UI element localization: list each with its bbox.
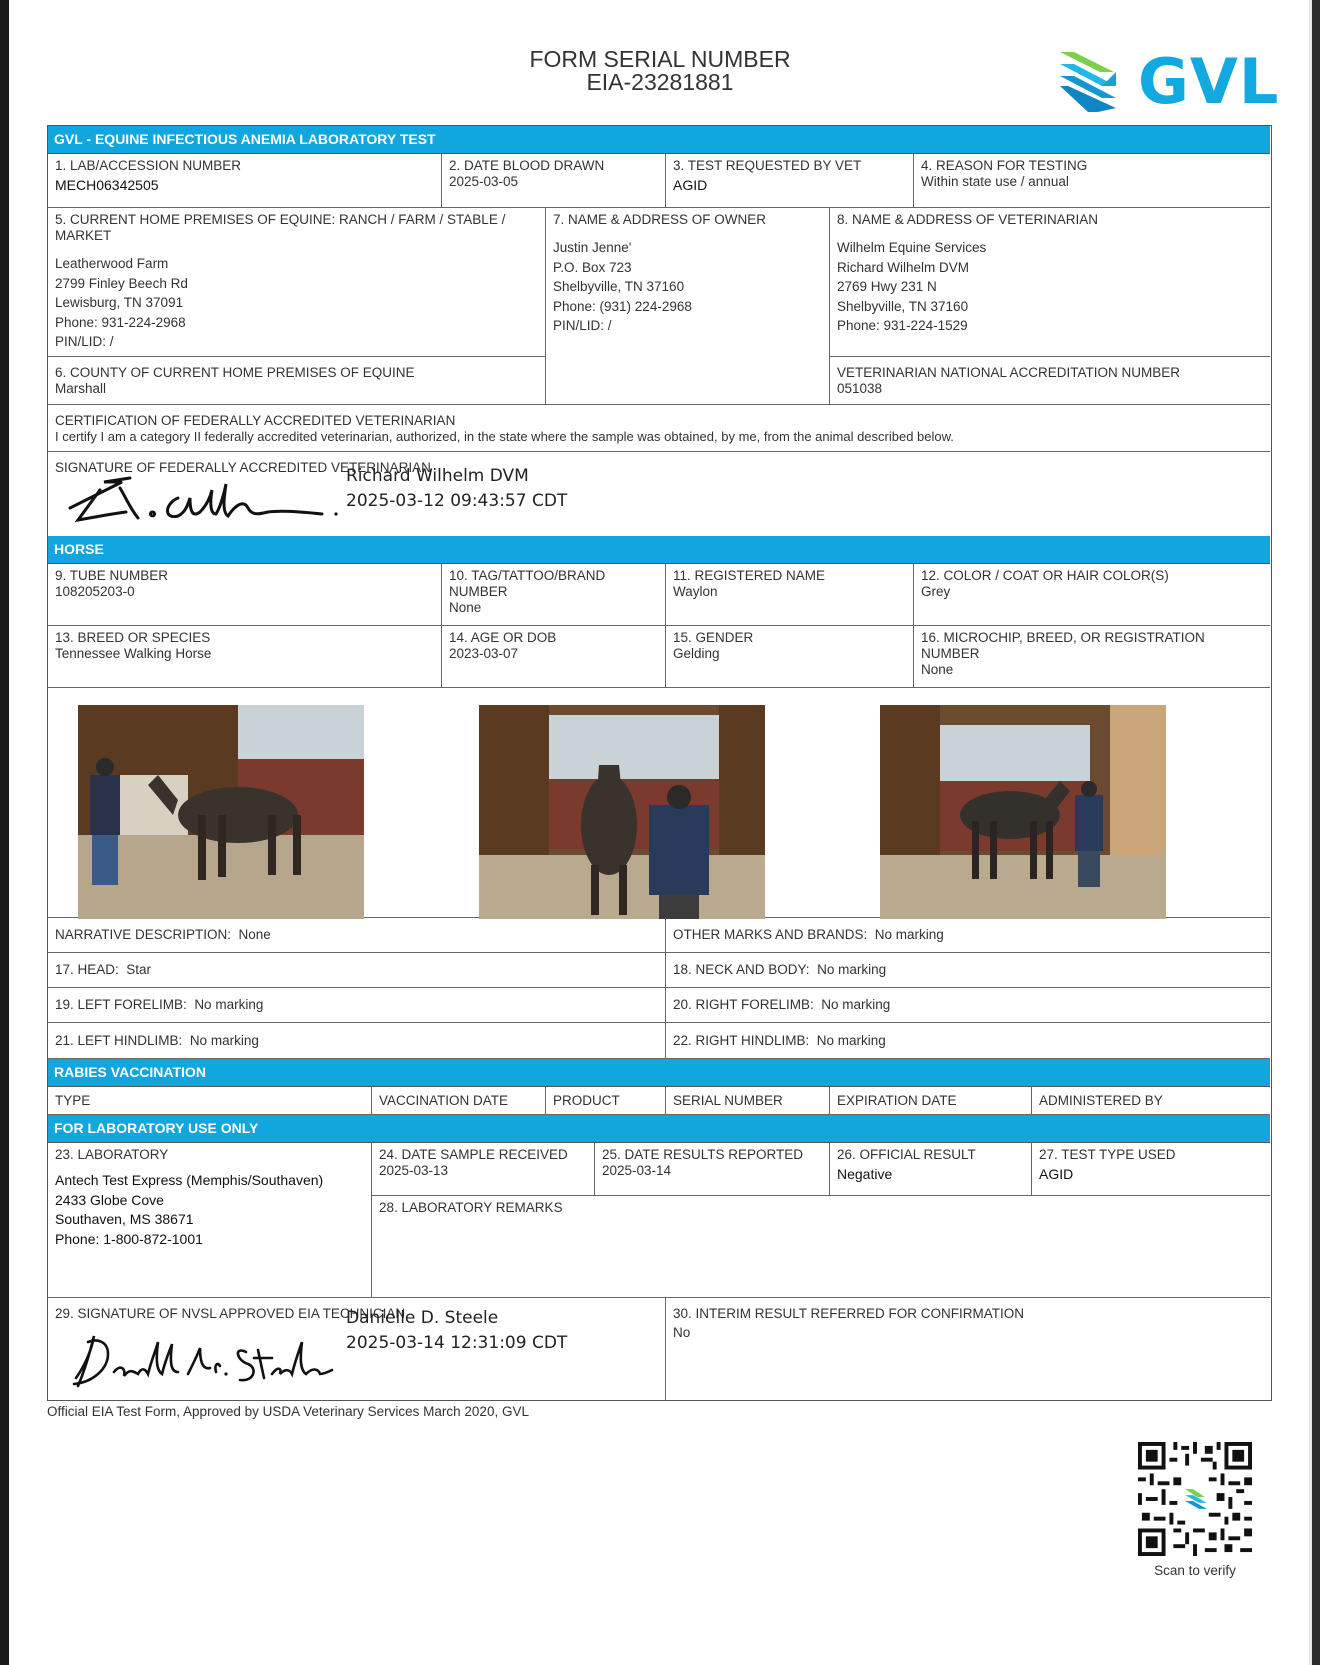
right-hindlimb-label: 22. RIGHT HINDLIMB: <box>673 1033 810 1048</box>
other-marks-label: OTHER MARKS AND BRANDS: <box>673 927 868 942</box>
premises-line: PIN/LID: / <box>55 334 114 349</box>
age-value: 2023-03-07 <box>449 646 519 661</box>
left-hindlimb-cell <box>48 1023 666 1059</box>
reason-value: Within state use / annual <box>921 174 1069 189</box>
breed-value: Tennessee Walking Horse <box>55 646 212 661</box>
rabies-col-expiration-date: EXPIRATION DATE <box>830 1087 1032 1115</box>
rabies-section-header: RABIES VACCINATION <box>48 1059 1270 1087</box>
neck-body-value: No marking <box>817 962 887 977</box>
logo-text: GVL <box>1138 45 1280 118</box>
laboratory-cell <box>48 1143 372 1298</box>
horse-photo-left <box>78 705 364 919</box>
interim-result-value: No <box>673 1325 691 1340</box>
neck-body-label: 18. NECK AND BODY: <box>673 962 810 977</box>
vet-line: Shelbyville, TN 37160 <box>837 298 969 314</box>
vet-signature-name: Richard Wilhelm DVM <box>346 466 529 486</box>
lab-section-header: FOR LABORATORY USE ONLY <box>48 1115 1270 1143</box>
tech-signature-image <box>68 1328 338 1394</box>
lab-remarks-cell <box>372 1196 1270 1298</box>
microchip-label: 16. MICROCHIP, BREED, OR REGISTRATION NUMBER <box>921 630 1205 661</box>
official-result-label: 26. OFFICIAL RESULT <box>837 1147 976 1162</box>
vet-line: Phone: 931-224-1529 <box>837 318 968 333</box>
owner-line: Phone: (931) 224-2968 <box>553 298 692 314</box>
vet-signature-time: 2025-03-12 09:43:57 CDT <box>346 491 568 511</box>
accreditation-label: VETERINARIAN NATIONAL ACCREDITATION NUMBER <box>837 365 1181 380</box>
reason-label: 4. REASON FOR TESTING <box>921 158 1088 173</box>
tube-number-value: 108205203-0 <box>55 584 135 599</box>
left-hindlimb-label: 21. LEFT HINDLIMB: <box>55 1033 183 1048</box>
left-edge <box>0 0 9 1665</box>
owner-line: P.O. Box 723 <box>553 259 632 275</box>
left-hindlimb-value: No marking <box>189 1033 259 1048</box>
test-type-value: AGID <box>1039 1166 1074 1182</box>
county-label: 6. COUNTY OF CURRENT HOME PREMISES OF EQUINE <box>55 365 415 380</box>
owner-line: Justin Jenne' <box>553 240 632 255</box>
vet-signature-info <box>346 464 567 514</box>
premises-line: 2799 Finley Beech Rd <box>55 275 188 291</box>
vet-signature-label: SIGNATURE OF FEDERALLY ACCREDITED VETERINARIAN <box>55 460 431 475</box>
tech-signature-time: 2025-03-14 12:31:09 CDT <box>346 1333 568 1353</box>
gvl-logo-icon <box>1058 50 1118 114</box>
lab-accession-label: 1. LAB/ACCESSION NUMBER <box>55 158 242 173</box>
lab-remarks-label: 28. LABORATORY REMARKS <box>379 1200 563 1215</box>
laboratory-line: Antech Test Express (Memphis/Southaven) <box>55 1172 324 1188</box>
serial-title: FORM SERIAL NUMBER <box>529 46 791 72</box>
date-received-value: 2025-03-13 <box>379 1163 449 1178</box>
left-forelimb-value: No marking <box>194 997 264 1012</box>
rabies-col-serial-number: SERIAL NUMBER <box>666 1087 830 1115</box>
premises-line: Leatherwood Farm <box>55 256 169 271</box>
county-cell <box>48 357 546 405</box>
scan-to-verify-label: Scan to verify <box>1154 1563 1236 1578</box>
neck-body-cell <box>666 953 1270 988</box>
tech-signature-info <box>346 1306 567 1356</box>
official-result-cell <box>830 1143 1032 1196</box>
date-reported-value: 2025-03-14 <box>602 1163 672 1178</box>
left-forelimb-label: 19. LEFT FORELIMB: <box>55 997 187 1012</box>
form-serial-header <box>460 48 860 94</box>
laboratory-line: 2433 Globe Cove <box>55 1191 164 1208</box>
test-requested-cell <box>666 154 914 208</box>
test-requested-value: AGID <box>673 177 708 193</box>
date-drawn-value: 2025-03-05 <box>449 174 519 189</box>
head-label: 17. HEAD: <box>55 962 119 977</box>
owner-label: 7. NAME & ADDRESS OF OWNER <box>553 212 767 227</box>
vet-line: 2769 Hwy 231 N <box>837 279 937 294</box>
premises-label: 5. CURRENT HOME PREMISES OF EQUINE: RANCH / FARM / STABLE / MARKET <box>55 212 506 243</box>
footer-note: Official EIA Test Form, Approved by USDA Veterinary Services March 2020, GVL <box>47 1404 529 1419</box>
interim-result-cell <box>666 1298 1270 1400</box>
microchip-cell <box>914 626 1270 688</box>
date-drawn-cell <box>442 154 666 208</box>
narrative-value: None <box>238 927 271 942</box>
eia-form <box>47 125 1272 1401</box>
other-marks-cell <box>666 918 1270 953</box>
tech-signature-label: 29. SIGNATURE OF NVSL APPROVED EIA TECHNICIAN <box>55 1306 406 1321</box>
veterinarian-cell <box>830 208 1270 357</box>
test-type-cell <box>1032 1143 1270 1196</box>
microchip-value: None <box>921 662 954 677</box>
head-cell <box>48 953 666 988</box>
rabies-col-vaccination-date: VACCINATION DATE <box>372 1087 546 1115</box>
horse-photo-center <box>479 705 765 919</box>
certification-label: CERTIFICATION OF FEDERALLY ACCREDITED VETERINARIAN <box>55 413 456 428</box>
tech-signature-name: Danielle D. Steele <box>346 1308 499 1328</box>
right-forelimb-value: No marking <box>821 997 891 1012</box>
date-reported-cell <box>595 1143 830 1196</box>
interim-result-label: 30. INTERIM RESULT REFERRED FOR CONFIRMATION <box>673 1306 1025 1321</box>
test-type-label: 27. TEST TYPE USED <box>1039 1147 1176 1162</box>
vet-label: 8. NAME & ADDRESS OF VETERINARIAN <box>837 212 1099 227</box>
rabies-col-type: TYPE <box>48 1087 372 1115</box>
registered-name-label: 11. REGISTERED NAME <box>673 568 826 583</box>
horse-section-header: HORSE <box>48 536 1270 564</box>
tag-number-label: 10. TAG/TATTOO/BRAND NUMBER <box>449 568 606 599</box>
gender-value: Gelding <box>673 646 720 661</box>
accreditation-cell <box>830 357 1270 405</box>
vet-line: Wilhelm Equine Services <box>837 240 987 255</box>
laboratory-label: 23. LABORATORY <box>55 1147 169 1162</box>
owner-line: PIN/LID: / <box>553 318 612 333</box>
test-section-header: GVL - EQUINE INFECTIOUS ANEMIA LABORATORY TEST <box>48 126 1270 154</box>
left-forelimb-cell <box>48 988 666 1023</box>
other-marks-value: No marking <box>874 927 944 942</box>
premises-line: Lewisburg, TN 37091 <box>55 295 184 310</box>
qr-code[interactable] <box>1138 1442 1252 1556</box>
reason-cell <box>914 154 1270 208</box>
vet-signature-image <box>60 468 350 532</box>
tag-number-value: None <box>449 600 482 615</box>
registered-name-cell <box>666 564 914 626</box>
right-hindlimb-value: No marking <box>816 1033 886 1048</box>
narrative-label: NARRATIVE DESCRIPTION: <box>55 927 232 942</box>
test-requested-label: 3. TEST REQUESTED BY VET <box>673 158 862 173</box>
gender-cell <box>666 626 914 688</box>
breed-label: 13. BREED OR SPECIES <box>55 630 211 645</box>
narrative-cell <box>48 918 666 953</box>
right-hindlimb-cell <box>666 1023 1270 1059</box>
accreditation-value: 051038 <box>837 381 883 396</box>
official-result-value: Negative <box>837 1166 893 1182</box>
color-label: 12. COLOR / COAT OR HAIR COLOR(S) <box>921 568 1169 583</box>
age-cell <box>442 626 666 688</box>
tube-number-label: 9. TUBE NUMBER <box>55 568 169 583</box>
tag-number-cell <box>442 564 666 626</box>
head-value: Star <box>126 962 152 977</box>
lab-accession-cell <box>48 154 442 208</box>
right-forelimb-label: 20. RIGHT FORELIMB: <box>673 997 814 1012</box>
owner-cell <box>546 208 830 405</box>
laboratory-line: Phone: 1-800-872-1001 <box>55 1230 203 1247</box>
certification-text: I certify I am a category II federally accredited veterinarian, authorized, in the state where the sample was obtained, by me, from the animal described below. <box>55 429 954 444</box>
premises-line: Phone: 931-224-2968 <box>55 314 186 330</box>
date-reported-label: 25. DATE RESULTS REPORTED <box>602 1147 804 1162</box>
color-value: Grey <box>921 584 951 599</box>
owner-line: Shelbyville, TN 37160 <box>553 279 685 294</box>
right-edge <box>1312 0 1320 1665</box>
county-value: Marshall <box>55 381 107 396</box>
lab-accession-value: MECH06342505 <box>55 177 159 193</box>
certification-cell <box>48 405 1270 452</box>
date-drawn-label: 2. DATE BLOOD DRAWN <box>449 158 605 173</box>
gender-label: 15. GENDER <box>673 630 754 645</box>
color-cell <box>914 564 1270 626</box>
serial-number: EIA-23281881 <box>586 69 734 95</box>
gvl-logo <box>1058 45 1280 118</box>
age-label: 14. AGE OR DOB <box>449 630 557 645</box>
premises-cell <box>48 208 546 357</box>
date-received-label: 24. DATE SAMPLE RECEIVED <box>379 1147 568 1162</box>
breed-cell <box>48 626 442 688</box>
rabies-col-product: PRODUCT <box>546 1087 666 1115</box>
tube-number-cell <box>48 564 442 626</box>
rabies-col-administered-by: ADMINISTERED BY <box>1032 1087 1270 1115</box>
right-forelimb-cell <box>666 988 1270 1023</box>
laboratory-line: Southaven, MS 38671 <box>55 1211 194 1227</box>
registered-name-value: Waylon <box>673 584 718 599</box>
horse-photo-right <box>880 705 1166 919</box>
date-received-cell <box>372 1143 595 1196</box>
vet-line: Richard Wilhelm DVM <box>837 259 970 275</box>
